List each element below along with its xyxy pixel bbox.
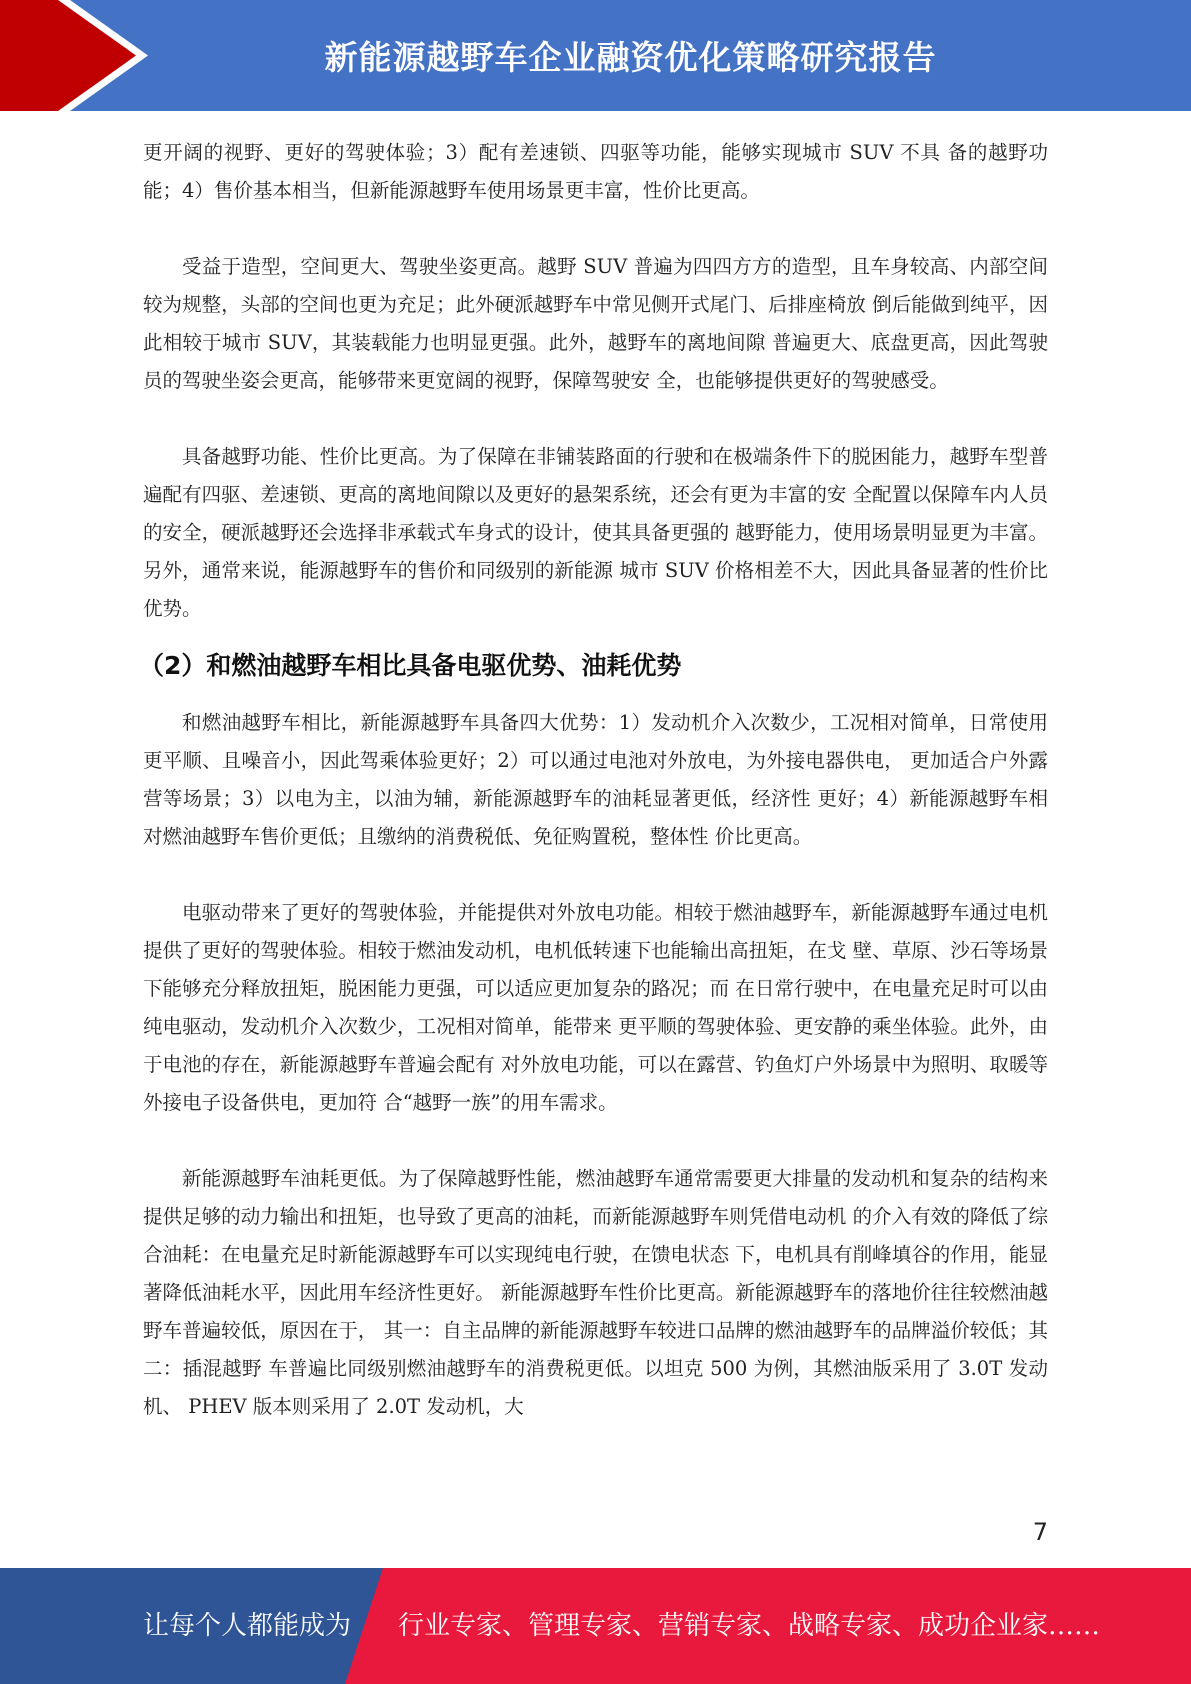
page-header <box>0 0 1191 111</box>
section-subheading: （2）和燃油越野车相比具备电驱优势、油耗优势 <box>139 651 682 680</box>
paragraph: 受益于造型，空间更大、驾驶坐姿更高。越野 SUV 普遍为四四方方的造型，且车身较高、内部空间较为规整，头部的空间也更为充足；此外硬派越野车中常见侧开式尾门、后排座椅放 倒后能做到纯平，因此相较于城市 SUV，其装载能力也明显更强。此外，越野车的离地间隙 普遍更大、底盘更高，因此驾驶员的驾驶坐姿会更高，能够带来更宽阔的视野，保障驾驶安 全，也能够提供更好的驾驶感受。 <box>143 255 1048 392</box>
paragraph: 电驱动带来了更好的驾驶体验，并能提供对外放电功能。相较于燃油越野车，新能源越野车通过电机提供了更好的驾驶体验。相较于燃油发动机，电机低转速下也能输出高扭矩，在戈 壁、草原、沙石等场景下能够充分释放扭矩，脱困能力更强，可以适应更加复杂的路况；而 在日常行驶中，在电量充足时可以由纯电驱动，发动机介入次数少，工况相对简单，能带来 更平顺的驾驶体验、更安静的乘坐体验。此外，由于电池的存在，新能源越野车普遍会配有 对外放电功能，可以在露营、钓鱼灯户外场景中为照明、取暖等外接电子设备供电，更加符 合“越野一族”的用车需求。 <box>143 901 1048 1114</box>
paragraph: 和燃油越野车相比，新能源越野车具备四大优势：1）发动机介入次数少，工况相对简单，日常使用更平顺、且噪音小，因此驾乘体验更好；2）可以通过电池对外放电，为外接电器供电， 更加适合户外露营等场景；3）以电为主，以油为辅，新能源越野车的油耗显著更低，经济性 更好；4）新能源越野车相对燃油越野车售价更低；且缴纳的消费税低、免征购置税，整体性 价比更高。 <box>143 711 1048 848</box>
page-footer <box>0 1568 1191 1684</box>
header-chevron-icon <box>0 0 160 111</box>
paragraph: 更开阔的视野、更好的驾驶体验；3）配有差速锁、四驱等功能，能够实现城市 SUV 不具 备的越野功能；4）售价基本相当，但新能源越野车使用场景更丰富，性价比更高。 <box>143 141 1048 202</box>
footer-slogan-right: 行业专家、管理专家、营销专家、战略专家、成功企业家…… <box>398 1611 1101 1641</box>
report-title: 新能源越野车企业融资优化策略研究报告 <box>324 38 937 77</box>
page-content <box>139 134 1048 1426</box>
page-number: 7 <box>1032 1518 1048 1546</box>
paragraph: 具备越野功能、性价比更高。为了保障在非铺装路面的行驶和在极端条件下的脱困能力，越野车型普遍配有四驱、差速锁、更高的离地间隙以及更好的悬架系统，还会有更为丰富的安 全配置以保障车内人员的安全，硬派越野还会选择非承载式车身式的设计，使其具备更强的 越野能力，使用场景明显更为丰富。另外，通常来说，能源越野车的售价和同级别的新能源 城市 SUV 价格相差不大，因此具备显著的性价比优势。 <box>143 445 1048 620</box>
paragraph: 新能源越野车油耗更低。为了保障越野性能，燃油越野车通常需要更大排量的发动机和复杂的结构来提供足够的动力输出和扭矩，也导致了更高的油耗，而新能源越野车则凭借电动机 的介入有效的降低了综合油耗：在电量充足时新能源越野车可以实现纯电行驶，在馈电状态 下，电机具有削峰填谷的作用，能显著降低油耗水平，因此用车经济性更好。 新能源越野车性价比更高。新能源越野车的落地价往往较燃油越野车普遍较低，原因在于， 其一：自主品牌的新能源越野车较进口品牌的燃油越野车的品牌溢价较低；其二：插混越野 车普遍比同级别燃油越野车的消费税更低。以坦克 500 为例，其燃油版采用了 3.0T 发动机、 PHEV 版本则采用了 2.0T 发动机，大 <box>143 1167 1048 1418</box>
footer-slogan-left: 让每个人都能成为 <box>143 1611 352 1641</box>
